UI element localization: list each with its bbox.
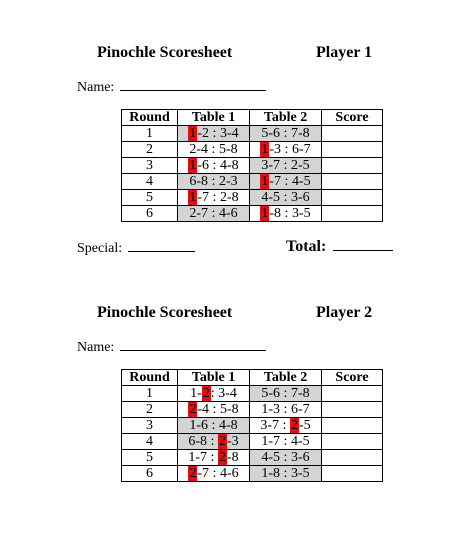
pairing-text: -8 xyxy=(226,450,239,465)
table-2-cell xyxy=(250,386,322,402)
name-input-line[interactable] xyxy=(120,77,266,91)
header-score: Score xyxy=(322,370,383,386)
table-row xyxy=(122,126,383,142)
name-label: Name: xyxy=(77,340,115,355)
pairing-text: -3 : 6-7 xyxy=(269,142,311,157)
round-number: 2 xyxy=(122,142,178,158)
table-header-row xyxy=(122,110,383,126)
table-row xyxy=(122,434,383,450)
table-1-cell xyxy=(178,434,250,450)
special-label: Special: xyxy=(77,241,123,256)
score-cell[interactable] xyxy=(322,434,383,450)
sheet-title: Pinochle Scoresheet xyxy=(97,44,233,61)
round-number: 3 xyxy=(122,418,178,434)
score-cell[interactable] xyxy=(322,386,383,402)
table-2-cell xyxy=(250,402,322,418)
table-2-cell xyxy=(250,190,322,206)
pairing-text: 2-4 : 5-8 xyxy=(189,142,238,157)
header-round: Round xyxy=(122,370,178,386)
header-table-2: Table 2 xyxy=(250,110,322,126)
pairing-text: 3-7 : xyxy=(260,418,290,433)
table-row xyxy=(122,190,383,206)
pairing-text: 6-8 : 2-3 xyxy=(189,174,238,189)
highlight-marker: 2 xyxy=(189,466,197,481)
highlight-marker: 2 xyxy=(218,450,226,465)
total-input-line[interactable] xyxy=(333,236,393,251)
round-number: 6 xyxy=(122,206,178,222)
pairing-text: 4-5 : 3-6 xyxy=(261,190,310,205)
table-row xyxy=(122,174,383,190)
highlight-marker: 1 xyxy=(189,126,197,141)
highlight-marker: 1 xyxy=(261,206,269,221)
score-cell[interactable] xyxy=(322,142,383,158)
player-label: Player 1 xyxy=(316,44,373,61)
pairing-text: 2-7 : 4-6 xyxy=(189,206,238,221)
pairing-text: 1-6 : 4-8 xyxy=(189,418,238,433)
highlight-marker: 2 xyxy=(202,386,210,401)
pairing-text: 1-7 : xyxy=(188,450,218,465)
pairing-text: 5-6 : 7-8 xyxy=(261,386,310,401)
table-2-cell xyxy=(250,126,322,142)
table-row xyxy=(122,158,383,174)
score-table xyxy=(121,369,383,482)
table-2-cell xyxy=(250,142,322,158)
score-cell[interactable] xyxy=(322,174,383,190)
table-row xyxy=(122,450,383,466)
special-input-line[interactable] xyxy=(128,238,195,252)
round-number: 2 xyxy=(122,402,178,418)
score-cell[interactable] xyxy=(322,206,383,222)
header-table-1: Table 1 xyxy=(178,110,250,126)
score-cell[interactable] xyxy=(322,466,383,482)
header-table-1: Table 1 xyxy=(178,370,250,386)
table-2-cell xyxy=(250,450,322,466)
player-label: Player 2 xyxy=(316,304,373,321)
table-2-cell xyxy=(250,158,322,174)
pairing-text: -7 : 4-6 xyxy=(197,466,239,481)
table-1-cell xyxy=(178,126,250,142)
table-1-cell xyxy=(178,386,250,402)
table-row xyxy=(122,402,383,418)
pairing-text: 1- xyxy=(190,386,202,401)
round-number: 3 xyxy=(122,158,178,174)
table-header-row xyxy=(122,370,383,386)
round-number: 1 xyxy=(122,386,178,402)
table-row xyxy=(122,206,383,222)
pairing-text: 5-6 : 7-8 xyxy=(261,126,310,141)
highlight-marker: 1 xyxy=(261,174,269,189)
name-field[interactable] xyxy=(77,77,266,96)
pairing-text: -7 : 2-8 xyxy=(197,190,239,205)
table-row xyxy=(122,466,383,482)
table-1-cell xyxy=(178,418,250,434)
pairing-text: 1-7 : 4-5 xyxy=(261,434,310,449)
highlight-marker: 2 xyxy=(189,402,197,417)
highlight-marker: 1 xyxy=(261,142,269,157)
name-label: Name: xyxy=(77,80,115,95)
pairing-text: 6-8 : xyxy=(188,434,218,449)
sheet-title: Pinochle Scoresheet xyxy=(97,304,233,321)
pairing-text: -5 xyxy=(298,418,311,433)
table-2-cell xyxy=(250,418,322,434)
pairing-text: 1-3 : 6-7 xyxy=(261,402,310,417)
table-1-cell xyxy=(178,450,250,466)
score-cell[interactable] xyxy=(322,418,383,434)
round-number: 5 xyxy=(122,450,178,466)
table-1-cell xyxy=(178,174,250,190)
table-row xyxy=(122,142,383,158)
pairing-text: -4 : 5-8 xyxy=(197,402,239,417)
pairing-text: 1-8 : 3-5 xyxy=(261,466,310,481)
pairing-text: : 3-4 xyxy=(210,386,237,401)
name-input-line[interactable] xyxy=(120,337,266,351)
table-2-cell xyxy=(250,466,322,482)
score-table xyxy=(121,109,383,222)
table-row xyxy=(122,418,383,434)
round-number: 4 xyxy=(122,174,178,190)
header-table-2: Table 2 xyxy=(250,370,322,386)
table-2-cell xyxy=(250,206,322,222)
pairing-text: -2 : 3-4 xyxy=(197,126,239,141)
table-1-cell xyxy=(178,142,250,158)
table-1-cell xyxy=(178,158,250,174)
table-1-cell xyxy=(178,190,250,206)
total-label: Total: xyxy=(286,238,327,255)
table-row xyxy=(122,386,383,402)
highlight-marker: 1 xyxy=(189,158,197,173)
round-number: 5 xyxy=(122,190,178,206)
total-field[interactable] xyxy=(286,236,393,256)
pairing-text: -7 : 4-5 xyxy=(269,174,311,189)
score-cell[interactable] xyxy=(322,158,383,174)
special-field[interactable] xyxy=(77,238,195,257)
pairing-text: -3 xyxy=(226,434,239,449)
score-cell[interactable] xyxy=(322,450,383,466)
highlight-marker: 2 xyxy=(290,418,298,433)
round-number: 1 xyxy=(122,126,178,142)
table-1-cell xyxy=(178,206,250,222)
name-field[interactable] xyxy=(77,337,266,356)
pairing-text: 4-5 : 3-6 xyxy=(261,450,310,465)
table-1-cell xyxy=(178,402,250,418)
header-round: Round xyxy=(122,110,178,126)
table-2-cell xyxy=(250,434,322,450)
score-cell[interactable] xyxy=(322,126,383,142)
round-number: 6 xyxy=(122,466,178,482)
table-1-cell xyxy=(178,466,250,482)
score-cell[interactable] xyxy=(322,402,383,418)
header-score: Score xyxy=(322,110,383,126)
score-cell[interactable] xyxy=(322,190,383,206)
highlight-marker: 1 xyxy=(189,190,197,205)
table-2-cell xyxy=(250,174,322,190)
round-number: 4 xyxy=(122,434,178,450)
pairing-text: -6 : 4-8 xyxy=(197,158,239,173)
highlight-marker: 2 xyxy=(218,434,226,449)
pairing-text: -8 : 3-5 xyxy=(269,206,311,221)
pairing-text: 3-7 : 2-5 xyxy=(261,158,310,173)
